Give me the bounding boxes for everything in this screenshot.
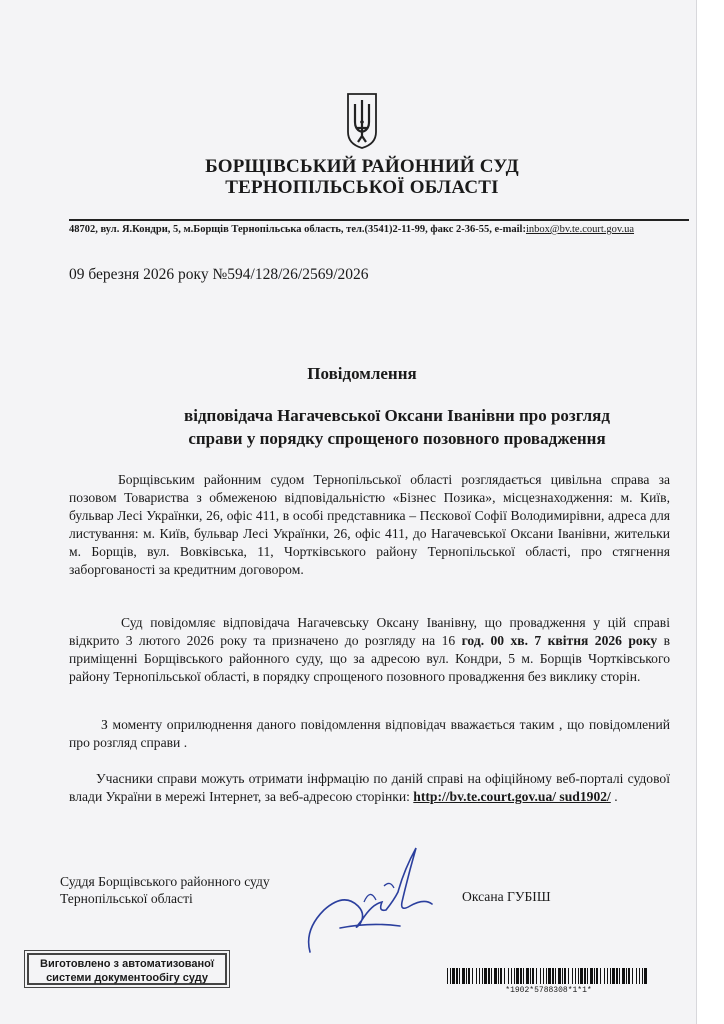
barcode-bar <box>600 968 601 984</box>
barcode-bar <box>580 968 583 984</box>
barcode-bar <box>459 968 460 984</box>
court-address <box>69 219 689 235</box>
judge-name: Оксана ГУБІШ <box>462 889 551 904</box>
paragraph-notification-effect: З моменту оприлюднення даного повідомлення відповідач вважається таким , що повідомлений про розгляд справи . <box>69 717 670 750</box>
barcode-bar <box>488 968 490 984</box>
court-name-line1: БОРЩІВСЬКИЙ РАЙОННИЙ СУД <box>205 156 519 177</box>
document-barcode <box>447 968 650 984</box>
portal-link[interactable]: http://bv.te.court.gov.ua/ sud1902/ <box>413 789 611 804</box>
stamp-line1: Виготовлено з автоматизованої <box>40 958 214 970</box>
barcode-bar <box>596 968 598 984</box>
barcode-bar <box>498 968 499 984</box>
judge-title-line2: Тернопільської області <box>60 891 193 906</box>
paragraph-portal-info <box>69 770 670 806</box>
barcode-bar <box>558 968 561 984</box>
portal-text: Учасники справи можуть отримати інфрмацію по даній справі на офіційному веб-порталі судової влади України в мережі Інтернет, за веб-адресою сторінки: <box>69 771 670 804</box>
barcode-bar <box>452 968 455 984</box>
barcode-bar <box>632 968 633 984</box>
barcode-bar <box>610 968 611 984</box>
barcode-bar <box>548 968 551 984</box>
notice-title: Повідомлення <box>307 364 417 383</box>
stamp-line2: системи документообігу суду <box>46 972 208 984</box>
barcode-bar <box>468 968 470 984</box>
barcode-bar <box>447 968 448 984</box>
hearing-text-start: Суд повідомляє відповідача Нагачевську Оксану Іванівну, що провадження у цій справі відкрито 3 лютого 2026 року та призначено до розгляду на 16 <box>69 615 670 648</box>
barcode-bar <box>590 968 593 984</box>
barcode-number: *1902*5788308*1*1* <box>505 986 592 995</box>
barcode-bar <box>594 968 595 984</box>
barcode-bar <box>526 968 529 984</box>
barcode-bar <box>520 968 522 984</box>
portal-text-end: . <box>610 789 618 804</box>
barcode-bar <box>626 968 627 984</box>
barcode-bar <box>491 968 492 984</box>
barcode-bar <box>479 968 480 984</box>
barcode-bar <box>644 968 647 984</box>
trident-coat-of-arms-icon <box>346 92 378 150</box>
barcode-bar <box>564 968 566 984</box>
barcode-bar <box>494 968 497 984</box>
barcode-bar <box>639 968 640 984</box>
barcode-bar <box>523 968 524 984</box>
barcode-bar <box>462 968 465 984</box>
automation-stamp <box>27 953 227 985</box>
barcode-bar <box>642 968 643 984</box>
barcode-bar <box>622 968 625 984</box>
handwritten-signature <box>300 840 440 960</box>
paragraph-hearing-notice <box>69 614 670 686</box>
barcode-bar <box>456 968 458 984</box>
barcode-bar <box>511 968 512 984</box>
barcode-bar <box>500 968 502 984</box>
barcode-bar <box>616 968 618 984</box>
notice-subtitle <box>0 404 724 450</box>
address-text: 48702, вул. Я.Кондри, 5, м.Борщів Тернопільська область, тел.(3541)2-11-99, факс 2-36-55, e-mail: <box>69 224 526 235</box>
court-name-line2: ТЕРНОПІЛЬСЬКОЇ ОБЛАСТІ <box>225 177 499 198</box>
barcode-bar <box>532 968 534 984</box>
barcode-bar <box>568 968 569 984</box>
subtitle-line1: відповідача Нагачевської Оксани Іванівни про розгляд <box>184 406 610 425</box>
date-and-reference: 09 березня 2026 року №594/128/26/2569/2026 <box>69 266 369 283</box>
barcode-bar <box>636 968 637 984</box>
barcode-bar <box>604 968 605 984</box>
barcode-bar <box>536 968 537 984</box>
barcode-bar <box>450 968 451 984</box>
barcode-bar <box>587 968 588 984</box>
barcode-bar <box>484 968 487 984</box>
barcode-bar <box>612 968 615 984</box>
barcode-bar <box>555 968 556 984</box>
page-edge <box>696 0 724 1024</box>
barcode-bar <box>562 968 563 984</box>
barcode-bar <box>572 968 573 984</box>
subtitle-line2: справи у порядку спрощеного позовного провадження <box>188 429 606 448</box>
barcode-bar <box>472 968 473 984</box>
barcode-bar <box>466 968 467 984</box>
barcode-bar <box>546 968 547 984</box>
barcode-bar <box>543 968 544 984</box>
hearing-datetime: год. 00 хв. 7 квітня 2026 року <box>461 633 658 648</box>
barcode-bar <box>578 968 579 984</box>
barcode-bar <box>575 968 576 984</box>
barcode-bar <box>607 968 608 984</box>
judge-title <box>60 873 270 907</box>
barcode-bar <box>584 968 586 984</box>
paragraph-case-description: Борщівським районним судом Тернопільської області розглядається цивільна справа за позовом Товариства з обмеженою відповідальністю «Бізнес Позика», місцезнаходження: м. Київ, бульвар Лесі Українки, 26, офіс 411, в особі представника – Пєскової Софії Володимирівни, адреса для листування: м. Київ, бульвар Лесі Українки, 26, офіс 411, до Нагачевської Оксани Іванівни, жительки м. Борщів, вул. Вовківська, 11, Чортківського району Тернопільської області, про стягнення заборгованості за кредитним договором. <box>69 472 670 577</box>
email-link[interactable]: inbox@bv.te.court.gov.ua <box>525 224 635 235</box>
barcode-bar <box>514 968 515 984</box>
barcode-bar <box>516 968 519 984</box>
barcode-bar <box>530 968 531 984</box>
barcode-bar <box>482 968 483 984</box>
barcode-bar <box>552 968 554 984</box>
barcode-bar <box>504 968 505 984</box>
hearing-text-end: в приміщенні Борщівського районного суду, що за адресою вул. Кондри, 5 м. Борщів Чортківського району Тернопільської області, в порядку спрощеного позовного провадження без виклику сторін. <box>69 633 670 684</box>
barcode-bar <box>540 968 541 984</box>
barcode-bar <box>628 968 630 984</box>
barcode-bar <box>508 968 509 984</box>
judge-title-line1: Суддя Борщівського районного суду <box>60 874 270 889</box>
barcode-bar <box>476 968 477 984</box>
barcode-bar <box>619 968 620 984</box>
